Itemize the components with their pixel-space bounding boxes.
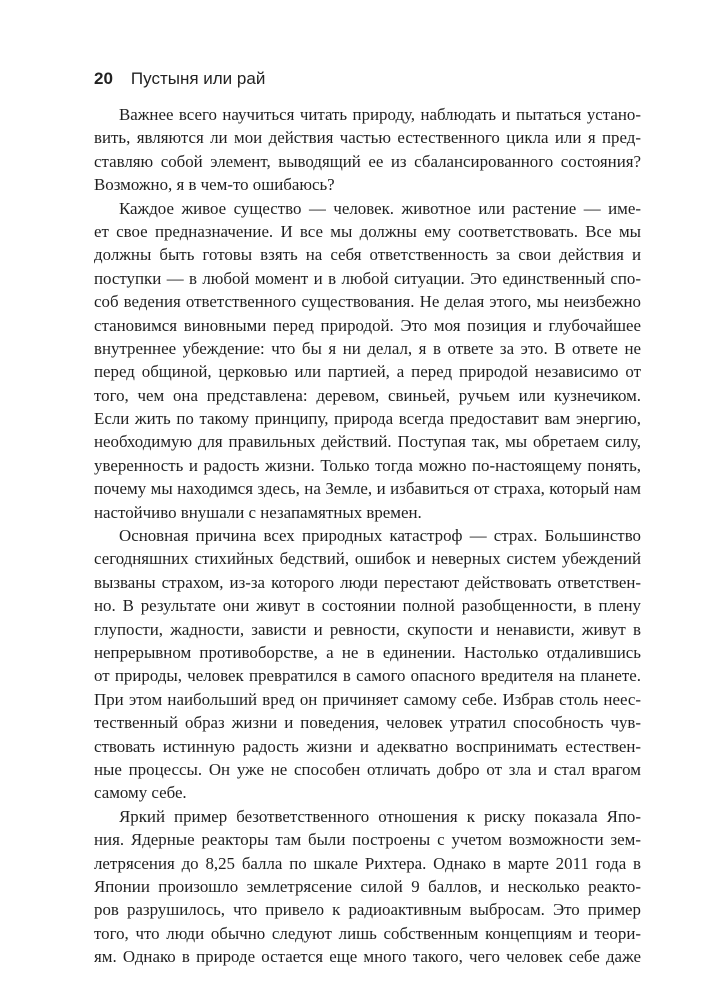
text-line: ям. Однако в природе остается еще много такого, чего человек себе даже: [94, 947, 641, 967]
text-line: соб ведения ответственного существования. Не делая этого, мы неизбежно: [94, 292, 641, 312]
text-line: Основная причина всех природных катастроф — страх. Большинство: [119, 526, 641, 546]
text-line: ет свое предназначение. И все мы должны ему соответствовать. Все мы: [94, 221, 641, 241]
text-line: летрясения до 8,25 балла по шкале Рихтера. Однако в марте 2011 года в: [94, 853, 641, 873]
text-line: ствовать истинную радость жизни и адекватно воспринимать естествен-: [94, 736, 641, 756]
text-line: но. В результате они живут в состоянии полной разобщенности, в плену: [94, 596, 641, 616]
text-line: того, чем она представлена: деревом, свиньей, ручьем или кузнечиком.: [94, 385, 641, 405]
text-line: Каждое живое существо — человек. животное или растение — име-: [119, 198, 641, 218]
text-line: почему мы находимся здесь, на Земле, и избавиться от страха, который нам: [94, 479, 641, 499]
text-line: тественный образ жизни и поведения, человек утратил способность чув-: [94, 713, 641, 733]
text-line: При этом наибольший вред он причиняет самому себе. Избрав столь неес-: [94, 689, 641, 709]
text-line: ров разрушилось, что привело к радиоактивным выбросам. Это пример: [94, 900, 641, 920]
text-line: ные процессы. Он уже не способен отличать добро от зла и стал врагом: [94, 759, 641, 779]
running-title: Пустыня или рай: [130, 69, 266, 88]
text-line: ставляю собой элемент, выводящий ее из сбалансированного состояния?: [94, 151, 641, 171]
text-line: того, что люди обычно следуют лишь собственным концепциям и теори-: [94, 923, 641, 943]
text-line: вызваны страхом, из-за которого люди перестают действовать ответствен-: [94, 572, 641, 592]
text-line: внутреннее убеждение: что бы я ни делал, я в ответе за это. В ответе не: [94, 338, 641, 358]
text-line: самому себе.: [94, 783, 187, 803]
text-line: должны быть готовы взять на себя ответственность за свои действия и: [94, 245, 641, 265]
text-line: Если жить по такому принципу, природа всегда предоставит вам энергию,: [94, 409, 641, 429]
text-line: перед общиной, церковью или партией, а перед природой независимо от: [94, 362, 641, 382]
text-line: Яркий пример безответственного отношения к риску показала Япо-: [119, 806, 641, 826]
text-line: Возможно, я в чем-то ошибаюсь?: [94, 175, 335, 195]
text-line: глупости, жадности, зависти и ревности, скупости и ненависти, живут в: [94, 619, 641, 639]
text-line: Японии произошло землетрясение силой 9 баллов, и несколько реакто-: [94, 876, 641, 896]
text-line: непрерывном противоборстве, а не в единении. Настолько отдалившись: [94, 642, 641, 662]
text-line: необходимую для правильных действий. Поступая так, мы обретаем силу,: [94, 432, 641, 452]
body-text: [94, 103, 641, 968]
text-line: Важнее всего научиться читать природу, наблюдать и пытаться устано-: [119, 105, 641, 124]
text-line: сегодняшних стихийных бедствий, ошибок и неверных систем убеждений: [94, 549, 641, 569]
text-line: от природы, человек превратился в самого опасного вредителя на планете.: [94, 666, 641, 686]
page-header: [94, 68, 265, 90]
text-line: уверенность и радость жизни. Только тогда можно по-настоящему понять,: [94, 455, 641, 475]
text-line: становимся виновными перед природой. Это моя позиция и глубочайшее: [94, 315, 641, 335]
text-line: настойчиво внушали с незапамятных времен.: [94, 502, 422, 522]
page-number: 20: [94, 69, 113, 88]
text-line: поступки — в любой момент и в любой ситуации. Это единственный спо-: [94, 268, 641, 288]
text-line: ния. Ядерные реакторы там были построены с учетом возможности зем-: [94, 830, 641, 850]
text-line: вить, являются ли мои действия частью естественного цикла или я пред-: [94, 128, 641, 148]
